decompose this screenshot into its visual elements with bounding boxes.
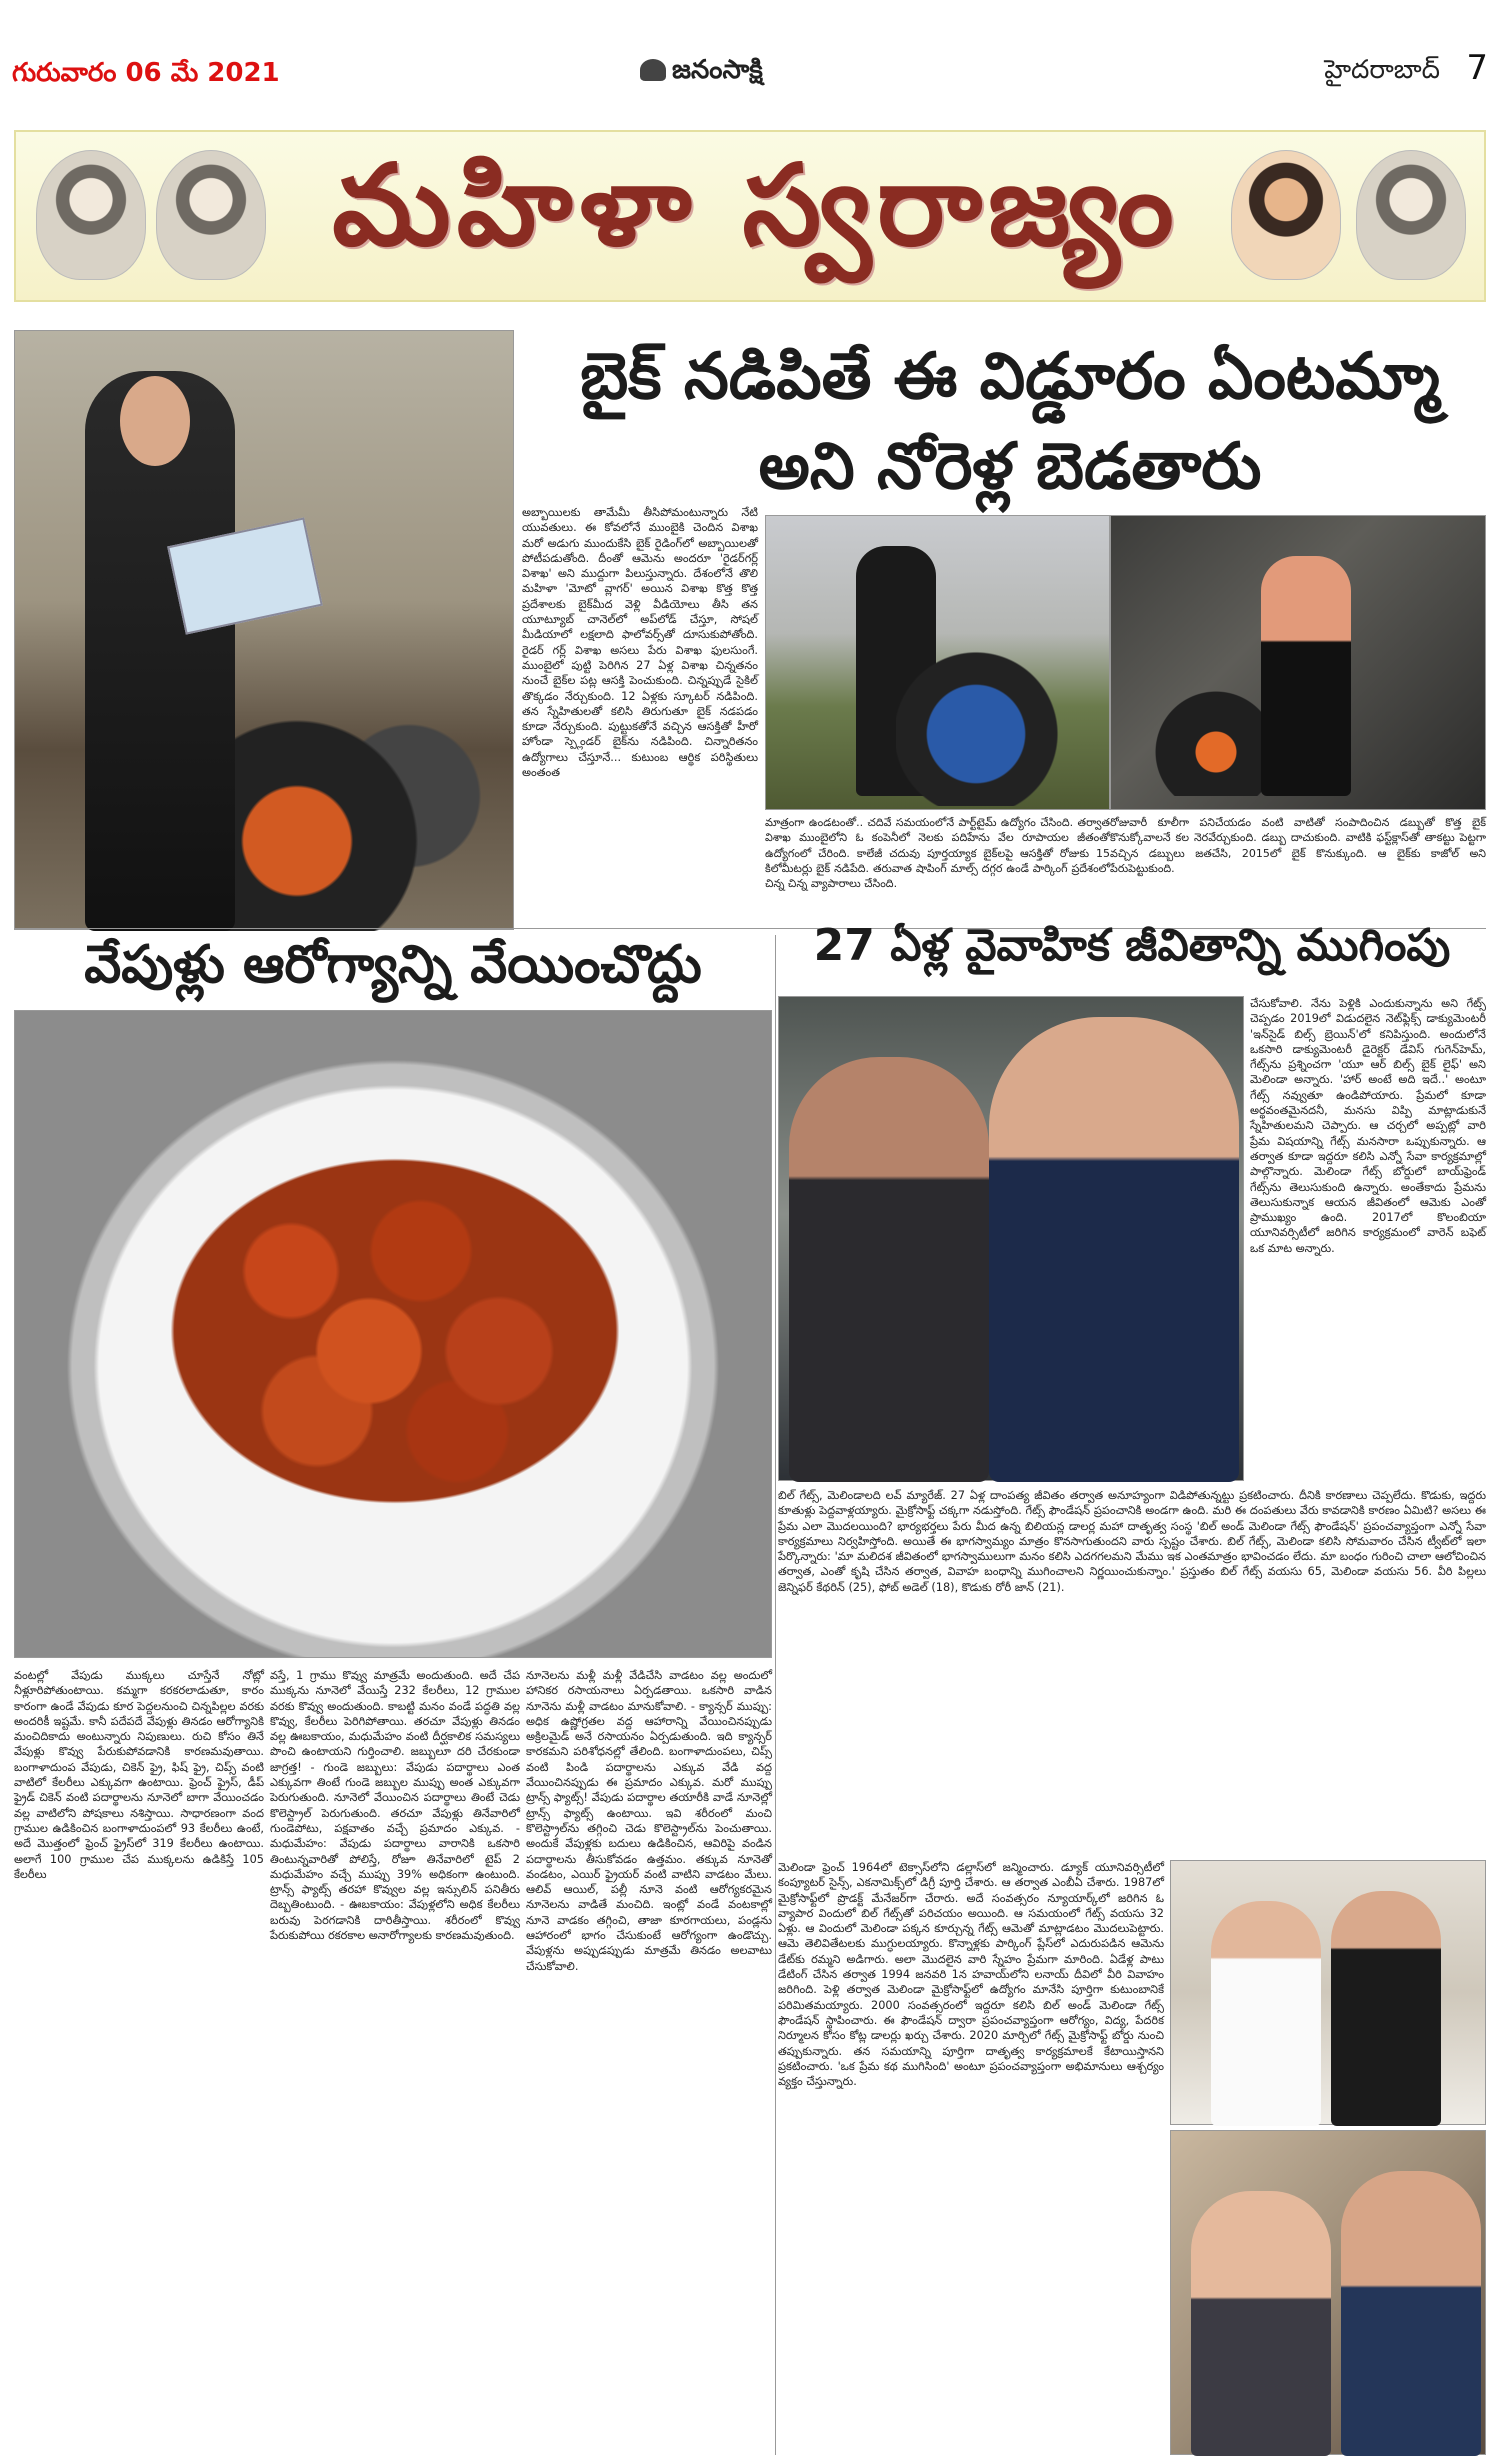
page-header bbox=[0, 0, 1500, 110]
biker-photo-rocks bbox=[1110, 515, 1486, 810]
couple-laughing-photo bbox=[1170, 2130, 1486, 2455]
biker-article-continued-left: మాత్రంగా ఉండటంతో.. చదివే సమయంలోనే పార్ట్‌టైమ్ ఉద్యోగం చేసింది. తర్వాత విశాఖ ముంబైలోని ఓ కంపెనీలో నెలకు పదిహేను వేల రూపాయల జీతంతో ఉద్యోగంలో చేరింది. కాలేజీ చదువు పూర్తయ్యాక బైక్‌లపై ఆసక్తితో రోజుకు 15 కిలోమీటర్లు బైక్ నడిపేది. తరువాత షాపింగ్ మాల్స్ దగ్గర ఉండే పార్కింగ్ ప్రదేశంలో చిన్న చిన్న వ్యాపారాలు చేసింది. bbox=[765, 816, 1110, 891]
edition-city: హైదరాబాద్ bbox=[1324, 55, 1440, 85]
person-figure bbox=[1191, 2191, 1331, 2456]
portrait-image bbox=[1356, 150, 1466, 280]
newspaper-title: జనంసాక్షి bbox=[672, 55, 763, 85]
food-article-col1: వంటల్లో వేపుడు ముక్కలు చూస్తేనే నోట్లో నీళ్లూరిపోతుంటాయి. కమ్మగా కరకరలాడుతూ, కారం కారంగా ఉండే వేపుడు కూర పెద్దలనుంచి చిన్నపిల్లల వరకు అందరికీ ఇష్టమే. కానీ పదేపదే వేపుళ్లు తినడం ఆరోగ్యానికి మంచిదికాదు అంటున్నారు నిపుణులు. రుచి కోసం తినే వేపుళ్లు కొవ్వు పేరుకుపోవడానికి కారణమవుతాయి. బంగాళాదుంప వేపుడు, చికెన్ ఫ్రై, ఫిష్ ఫ్రై, చిప్స్ వంటి వాటిలో కేలరీలు ఎక్కువగా ఉంటాయి. ఫ్రెంచ్ ఫ్రైస్, డీప్ ఫ్రైడ్ చికెన్ వంటి పదార్థాలను నూనెలో బాగా వేయించడం వల్ల వాటిలోని పోషకాలు నశిస్తాయి. సాధారణంగా వంద గ్రాముల ఉడికించిన బంగాళాదుంపలో 93 కేలరీలు ఉంటే, అదే మొత్తంలో ఫ్రెంచ్ ఫ్రైస్‌లో 319 కేలరీలు ఉంటాయి. అలాగే 100 గ్రాముల చేప ముక్కలను ఉడికిస్తే 105 కేలరీలు bbox=[14, 1669, 264, 1881]
biker-article-body: అబ్బాయిలకు తామేమీ తీసిపోమంటున్నారు నేటి యువతులు. ఈ కోవలోనే ముంబైకి చెందిన విశాఖ మరో అడుగు ముందుకేసి బైక్ రైడింగ్‌లో అబ్బాయిలతో పోటీపడుతోంది. దీంతో ఆమెను అందరూ 'రైడర్‌గర్ల్ విశాఖ' అని ముద్దుగా పిలుస్తున్నారు. దేశంలోనే తొలి మహిళా 'మోటో వ్లాగర్' అయిన విశాఖ కొత్త కొత్త ప్రదేశాలకు బైక్‌మీద వెళ్లి వీడియోలు తీసి తన యూట్యూబ్ చానెల్‌లో అప్‌లోడ్ చేస్తూ, సోషల్ మీడియాలో లక్షలాది ఫాలోవర్స్‌తో దూసుకుపోతోంది. రైడర్ గర్ల్ విశాఖ అసలు పేరు విశాఖ ఫులసుంగే. ముంబైలో పుట్టి పెరిగిన 27 ఏళ్ల విశాఖ చిన్నతనం నుంచే బైక్‌ల పట్ల ఆసక్తి పెంచుకుంది. చిన్నప్పుడే సైకిల్ తొక్కడం నేర్చుకుంది. 12 ఏళ్లకు స్కూటర్ నడిపింది. తన స్నేహితులతో కలిసి తిరుగుతూ బైక్ నడపడం కూడా నేర్చుకుంది. పుట్టుకతోనే వచ్చిన ఆసక్తితో హీరో హోండా స్ప్లెండర్ బైక్‌ను నడిపింది. చిన్నారితనం ఉద్యోగాలు చేస్తూనే... కుటుంబ ఆర్థిక పరిస్థితులు అంతంత bbox=[522, 506, 758, 780]
biker-photo bbox=[14, 330, 514, 930]
issue-date: గురువారం 06 మే 2021 bbox=[12, 58, 280, 88]
portrait-image bbox=[156, 150, 266, 280]
motorcycle-image bbox=[896, 626, 1096, 806]
food-article-col3: నూనెలను మళ్లీ మళ్లీ వేడిచేసి వాడటం వల్ల అందులో హానికర రసాయనాలు ఏర్పడతాయి. ఒకసారి వాడిన నూనెను మళ్లీ వాడటం మానుకోవాలి. - క్యాన్సర్ ముప్పు: అధిక ఉష్ణోగ్రతల వద్ద ఆహారాన్ని వేయించినప్పుడు అక్రిలమైడ్ అనే రసాయనం ఏర్పడుతుంది. ఇది క్యాన్సర్ కారకమని పరిశోధనల్లో తేలింది. బంగాళాదుంపలు, చిప్స్ వంటి పిండి పదార్థాలను ఎక్కువ వేడి వద్ద వేయించినప్పుడు ఈ ప్రమాదం ఎక్కువ. మరో ముప్పు ట్రాన్స్ ఫ్యాట్స్! వేపుడు పదార్థాల తయారీకి వాడే నూనెల్లో ట్రాన్స్ ఫ్యాట్స్ ఉంటాయి. ఇవి శరీరంలో మంచి కొలెస్ట్రాల్‌ను తగ్గించి చెడు కొలెస్ట్రాల్‌ను పెంచుతాయి. అందుకే వేపుళ్లకు బదులు ఉడికించిన, ఆవిరిపై వండిన పదార్థాలను తీసుకోవడం ఉత్తమం. తక్కువ నూనెతో వండటం, ఎయిర్ ఫ్రైయర్ వంటి వాటిని వాడటం మేలు. ఆలివ్ ఆయిల్, పల్లీ నూనె వంటి ఆరోగ్యకరమైన నూనెలను వాడితే మంచిది. ఇంట్లో వండే వంటకాల్లో నూనె వాడకం తగ్గించి, తాజా కూరగాయలు, పండ్లను ఆహారంలో భాగం చేసుకుంటే ఆరోగ్యంగా ఉండొచ్చు. వేపుళ్లను అప్పుడప్పుడు మాత్రమే తినడం అలవాటు చేసుకోవాలి. bbox=[526, 1669, 772, 1973]
gates-couple-photo bbox=[778, 996, 1244, 1481]
biker-photo-field bbox=[765, 515, 1110, 810]
food-headline: వేపుళ్లు ఆరోగ్యాన్ని వేయించొద్దు bbox=[84, 935, 702, 995]
portrait-image bbox=[36, 150, 146, 280]
person-figure bbox=[1331, 1891, 1441, 2126]
gates-article-side-col: చేసుకోవాలి. నేను పెళ్లికి ఎందుకున్నాను అని గేట్స్ చెప్పడం 2019లో విడుదలైన నెట్‌ఫ్లిక్స్ డాక్యుమెంటరీ 'ఇన్‌సైడ్ బిల్స్ బ్రెయిన్'లో కనిపిస్తుంది. అందులోనే ఒకసారి డాక్యుమెంటరీ డైరెక్టర్ డేవిస్ గుగెన్‌హెమ్, గేట్స్‌ను ప్రశ్నించగా 'యూ ఆర్ బిల్స్ బైక్ లైఫ్' అని మెలిండా అన్నారు. 'హార్ అంటే అది ఇదే..' అంటూ గేట్స్ నవ్వుతూ ఉండిపోయారు. ప్రేమలో కూడా అర్థవంతమైనదనీ, మనసు విప్పి మాట్లాడుకునే స్నేహితులమని చెప్పారు. ఆ చర్చలో అప్పట్లో వారి ప్రేమ విషయాన్ని గేట్స్ మనసారా ఒప్పుకున్నారు. ఆ తర్వాత కూడా ఇద్దరూ కలిసి ఎన్నో సేవా కార్యక్రమాల్లో పాల్గొన్నారు. మెలిండా గేట్స్ బోర్డులో బాయ్‌ఫ్రెండ్ గేట్స్‌ను తెలుసుకుంది ఉన్నారు. అంతేకాదు ప్రేమను తెలుసుకున్నాక ఆయన జీవితంలో ఆమెకు ఎంతో ప్రాముఖ్యం ఉంది. 2017లో కొలంబియా యూనివర్సిటీలో జరిగిన కార్యక్రమంలో వారెన్ బఫెట్ ఒక మాట అన్నారు. bbox=[1250, 997, 1486, 1255]
biker-headline-line2: అని నోరెళ్ల బెడతారు bbox=[758, 430, 1262, 504]
newspaper-logo-icon bbox=[640, 59, 666, 81]
person-figure bbox=[1341, 2171, 1481, 2456]
portrait-image bbox=[1231, 150, 1341, 280]
rider-face bbox=[120, 376, 190, 466]
gates-article-wide-col: బిల్ గేట్స్, మెలిండాలది లవ్ మ్యారేజ్. 27 ఏళ్ల దాంపత్య జీవితం తర్వాత అనూహ్యంగా విడిపోతున్నట్టు ప్రకటించారు. దీనికి కారణాలు చెప్పలేదు. కొడుకు, ఇద్దరు కూతుళ్లు పెద్దవాళ్లయ్యారు. మైక్రోసాఫ్ట్ చక్కగా నడుస్తోంది. గేట్స్ ఫౌండేషన్ ప్రపంచానికి అండగా ఉంది. మరి ఈ దంపతులు వేరు కావడానికి కారణం ఏమిటి? అసలు ఈ ప్రేమ ఎలా మొదలయింది? భార్యభర్తలు పేరు మీద ఉన్న బిలియన్ల డాలర్ల మహా దాతృత్వ సంస్థ 'బిల్ అండ్ మెలిండా గేట్స్ ఫౌండేషన్' ప్రపంచవ్యాప్తంగా ఎన్నో సేవా కార్యక్రమాలు నిర్వహిస్తోంది. అయితే ఈ భాగస్వామ్యం మాత్రం కొనసాగుతుందని వారు స్పష్టం చేశారు. బిల్ గేట్స్, మెలిండా కలిసి సోమవారం చేసిన ట్వీట్‌లో ఇలా పేర్కొన్నారు: 'మా మలిదశ జీవితంలో భాగస్వాములుగా మనం కలిసి ఎదగగలమని మేము ఇక ఎంతమాత్రం భావించడం లేదు. మా బంధం గురించి చాలా ఆలోచించిన తర్వాత, ఎంతో కృషి చేసిన తర్వాత, వివాహ బంధాన్ని ముగించాలని నిర్ణయించుకున్నాం.' ప్రస్తుతం బిల్ గేట్స్ వయసు 65, మెలిండా వయసు 56. వీరి పిల్లలు జెన్నిఫర్ కేథరిన్ (25), ఫోబ్ అడెల్ (18), కొడుకు రోరీ జాన్ (21). bbox=[778, 1489, 1486, 1594]
section-title: మహిళా స్వరాజ్యం bbox=[332, 140, 1180, 271]
person-figure bbox=[1211, 1901, 1321, 2126]
gates-article-bottom-col: మెలిండా ఫ్రెంచ్ 1964లో టెక్సాస్‌లోని డల్లాస్‌లో జన్మించారు. డ్యూక్ యూనివర్సిటీలో కంప్యూటర్ సైన్స్, ఎకనామిక్స్‌లో డిగ్రీ పూర్తి చేశారు. ఆ తర్వాత ఎంబీఏ చేశారు. 1987లో మైక్రోసాఫ్ట్‌లో ప్రొడక్ట్ మేనేజర్‌గా చేరారు. అదే సంవత్సరం న్యూయార్క్‌లో జరిగిన ఓ వ్యాపార విందులో బిల్ గేట్స్‌తో పరిచయం అయింది. ఆ సమయంలో గేట్స్ వయసు 32 ఏళ్లు. ఆ విందులో మెలిండా పక్కన కూర్చున్న గేట్స్ ఆమెతో మాట్లాడటం మొదలుపెట్టారు. ఆమె తెలివితేటలకు ముగ్ధులయ్యారు. కొన్నాళ్లకు పార్కింగ్ ప్లేస్‌లో ఎదురుపడిన ఆమెను డేట్‌కు రమ్మని అడిగారు. అలా మొదలైన వారి స్నేహం ప్రేమగా మారింది. ఏడేళ్ల పాటు డేటింగ్ చేసిన తర్వాత 1994 జనవరి 1న హవాయ్‌లోని లనాయ్ దీవిలో వీరి వివాహం జరిగింది. పెళ్లి తర్వాత మెలిండా మైక్రోసాఫ్ట్‌లో ఉద్యోగం మానేసి పూర్తిగా కుటుంబానికే పరిమితమయ్యారు. 2000 సంవత్సరంలో ఇద్దరూ కలిసి బిల్ అండ్ మెలిండా గేట్స్ ఫౌండేషన్ స్థాపించారు. ఈ ఫౌండేషన్ ద్వారా ప్రపంచవ్యాప్తంగా ఆరోగ్యం, విద్య, పేదరిక నిర్మూలన కోసం కోట్ల డాలర్లు ఖర్చు చేశారు. 2020 మార్చిలో గేట్స్ మైక్రోసాఫ్ట్ బోర్డు నుంచి తప్పుకున్నారు. తన సమయాన్ని పూర్తిగా దాతృత్వ కార్యక్రమాలకే కేటాయిస్తానని ప్రకటించారు. 'ఒక ప్రేమ కథ ముగిసింది' అంటూ ప్రపంచవ్యాప్తంగా అభిమానులు ఆశ్చర్యం వ్యక్తం చేస్తున్నారు. bbox=[778, 1861, 1164, 2089]
section-banner bbox=[14, 130, 1486, 302]
wedding-photo bbox=[1170, 1860, 1486, 2125]
newspaper-name bbox=[640, 55, 763, 91]
food-article-col2: వస్తే, 1 గ్రాము కొవ్వు మాత్రమే అందుతుంది. అదే చేప ముక్కను నూనెలో వేయిస్తే 232 కేలరీలు, 12 గ్రాముల వరకు కొవ్వు అందుతుంది. కాబట్టి మనం వండే పద్ధతి వల్ల కొవ్వు, కేలరీలు పెరిగిపోతాయి. తరచూ వేపుళ్లు తినడం వల్ల ఊబకాయం, మధుమేహం వంటి దీర్ఘకాలిక సమస్యలు పొంచి ఉంటాయని గుర్తించాలి. జబ్బులూ దరి చేరకుండా జాగ్రత్త! - గుండె జబ్బులు: వేపుడు పదార్థాలు ఎంత ఎక్కువగా తింటే గుండె జబ్బుల ముప్పు అంత ఎక్కువగా పెరుగుతుంది. నూనెలో వేయించిన పదార్థాలు తింటే చెడు కొలెస్ట్రాల్ పెరుగుతుంది. తరచూ వేపుళ్లు తినేవారిలో గుండెపోటు, పక్షవాతం వచ్చే ప్రమాదం ఎక్కువ. - మధుమేహం: వేపుడు పదార్థాలు వారానికి ఒకసారి తింటున్నవారితో పోలిస్తే, రోజూ తినేవారిలో టైప్ 2 మధుమేహం వచ్చే ముప్పు 39% అధికంగా ఉంటుంది. ట్రాన్స్ ఫ్యాట్స్ తరహా కొవ్వుల వల్ల ఇన్సులిన్ పనితీరు దెబ్బతింటుంది. - ఊబకాయం: వేపుళ్లలోని అధిక కేలరీలు బరువు పెరగడానికి దారితీస్తాయి. శరీరంలో కొవ్వు పేరుకుపోయి రకరకాల అనారోగ్యాలకు కారణమవుతుంది. bbox=[270, 1669, 520, 1943]
gates-headline: 27 ఏళ్ల వైవాహిక జీవితాన్ని ముగింపు bbox=[813, 920, 1451, 971]
column-divider bbox=[775, 935, 776, 2455]
rider-figure bbox=[1261, 556, 1351, 796]
biker-article-continued-right: రోజువారీ కూలీగా పనిచేయడం వంటి వాటితో సంపాదించిన డబ్బుతో కొత్త బైక్ కొనుక్కోవాలనే కల నెరవేర్చుకుంది. డబ్బు దాచుకుంది. వాటికి ఫస్ట్‌క్లాస్‌తో తాకట్టు పెట్టగా వచ్చిన డబ్బులు జతచేసి, 2015లో బైక్ కొనుక్కుంది. ఆ బైక్‌కు కాజోల్ అని పేరుపెట్టుకుంది. bbox=[1110, 816, 1486, 875]
person-figure bbox=[989, 1017, 1239, 1482]
fried-food-photo bbox=[14, 1010, 772, 1658]
page-number: 7 bbox=[1466, 48, 1488, 88]
person-figure bbox=[789, 1057, 989, 1482]
biker-headline-line1: బైక్ నడిపితే ఈ విడ్డూరం ఏంటమ్మా bbox=[580, 340, 1440, 414]
fried-dish-image bbox=[135, 1131, 655, 1531]
